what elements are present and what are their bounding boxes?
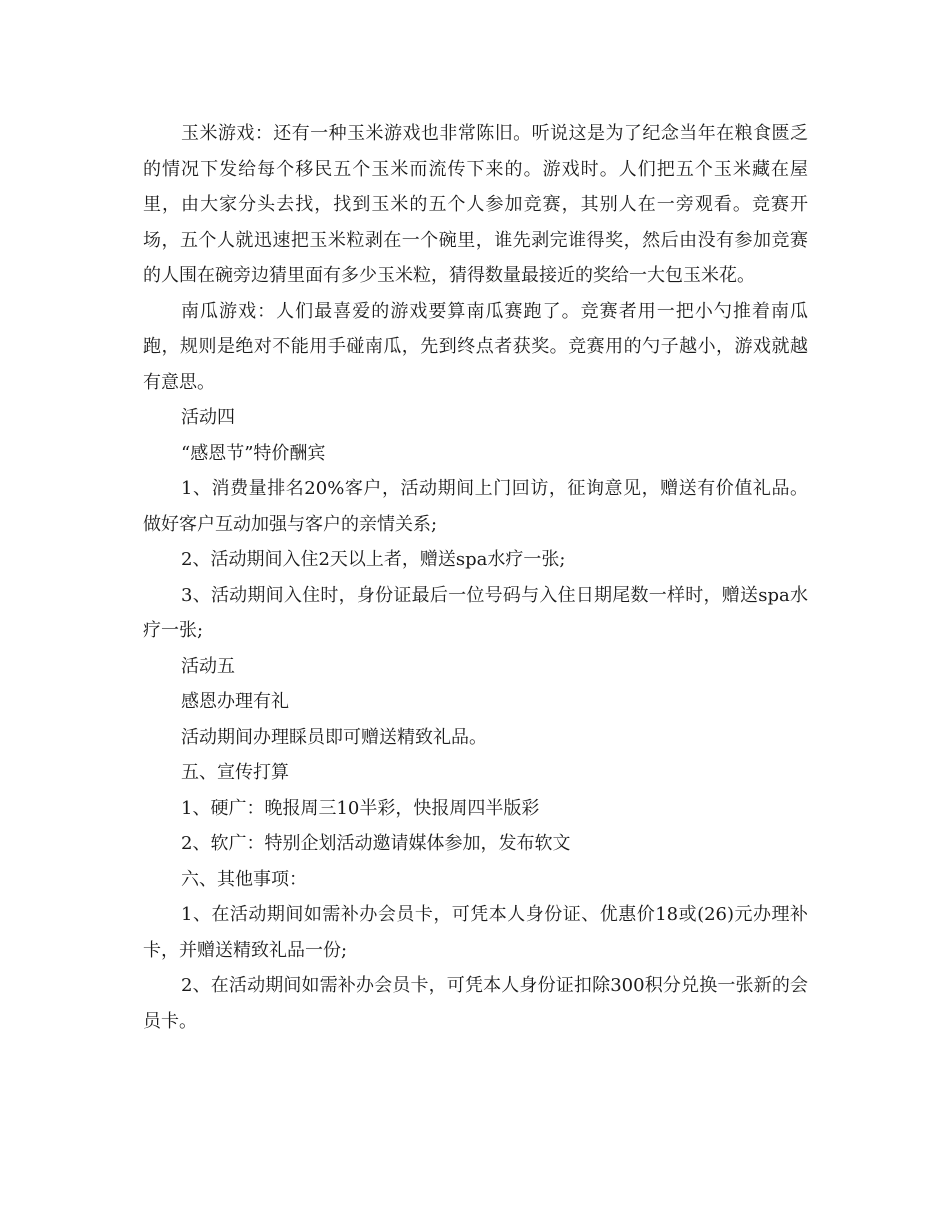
list-item-card-reissue: 1、在活动期间如需补办会员卡，可凭本人身份证、优惠价18或(26)元办理补卡，并赠送精致礼品一份; (143, 904, 808, 961)
paragraph-membership-gift: 活动期间办理睬员即可赠送精致礼品。 (181, 726, 487, 748)
list-item-soft-ads: 2、软广：特别企划活动邀请媒体参加，发布软文 (181, 833, 571, 854)
heading-publicity-plan: 五、宣传打算 (181, 762, 289, 783)
list-item-points-exchange: 2、在活动期间如需补办会员卡，可凭本人身份证扣除300积分兑换一张新的会员卡。 (143, 975, 808, 1032)
list-item-two-night-stay: 2、活动期间入住2天以上者，赠送spa水疗一张; (181, 549, 566, 570)
heading-other-matters: 六、其他事项： (181, 868, 307, 890)
heading-thanksgiving-gift: 感恩办理有礼 (181, 691, 289, 712)
paragraph-corn-game: 玉米游戏：还有一种玉米游戏也非常陈旧。听说这是为了纪念当年在粮食匮乏的情况下发给每个移民五个玉米而流传下来的。游戏时。人们把五个玉米藏在屋里，由大家分头去找，找到玉米的五个人参加竞赛，其别人在一旁观看。竞赛开场，五个人就迅速把玉米粒剥在一个碗里，谁先剥完谁得奖，然后由没有参加竞赛的人围在碗旁边猜里面有多少玉米粒，猜得数量最接近的奖给一大包玉米花。 (143, 123, 808, 286)
list-item-id-number-match: 3、活动期间入住时，身份证最后一位号码与入住日期尾数一样时，赠送spa水疗一张; (143, 584, 808, 641)
paragraph-pumpkin-game: 南瓜游戏：人们最喜爱的游戏要算南瓜赛跑了。竞赛者用一把小勺推着南瓜跑，规则是绝对不能用手碰南瓜，先到终点者获奖。竞赛用的勺子越小，游戏就越有意思。 (143, 300, 808, 393)
document-body (143, 116, 808, 1039)
heading-activity-four: 活动四 (181, 407, 235, 428)
heading-thanksgiving-special: “感恩节”特价酬宾 (181, 442, 326, 464)
heading-activity-five: 活动五 (181, 655, 235, 677)
list-item-hard-ads: 1、硬广：晚报周三10半彩，快报周四半版彩 (181, 797, 540, 819)
list-item-top-customers: 1、消费量排名20%客户，活动期间上门回访，征询意见，赠送有价值礼品。做好客户互动加强与客户的亲情关系; (143, 478, 808, 535)
